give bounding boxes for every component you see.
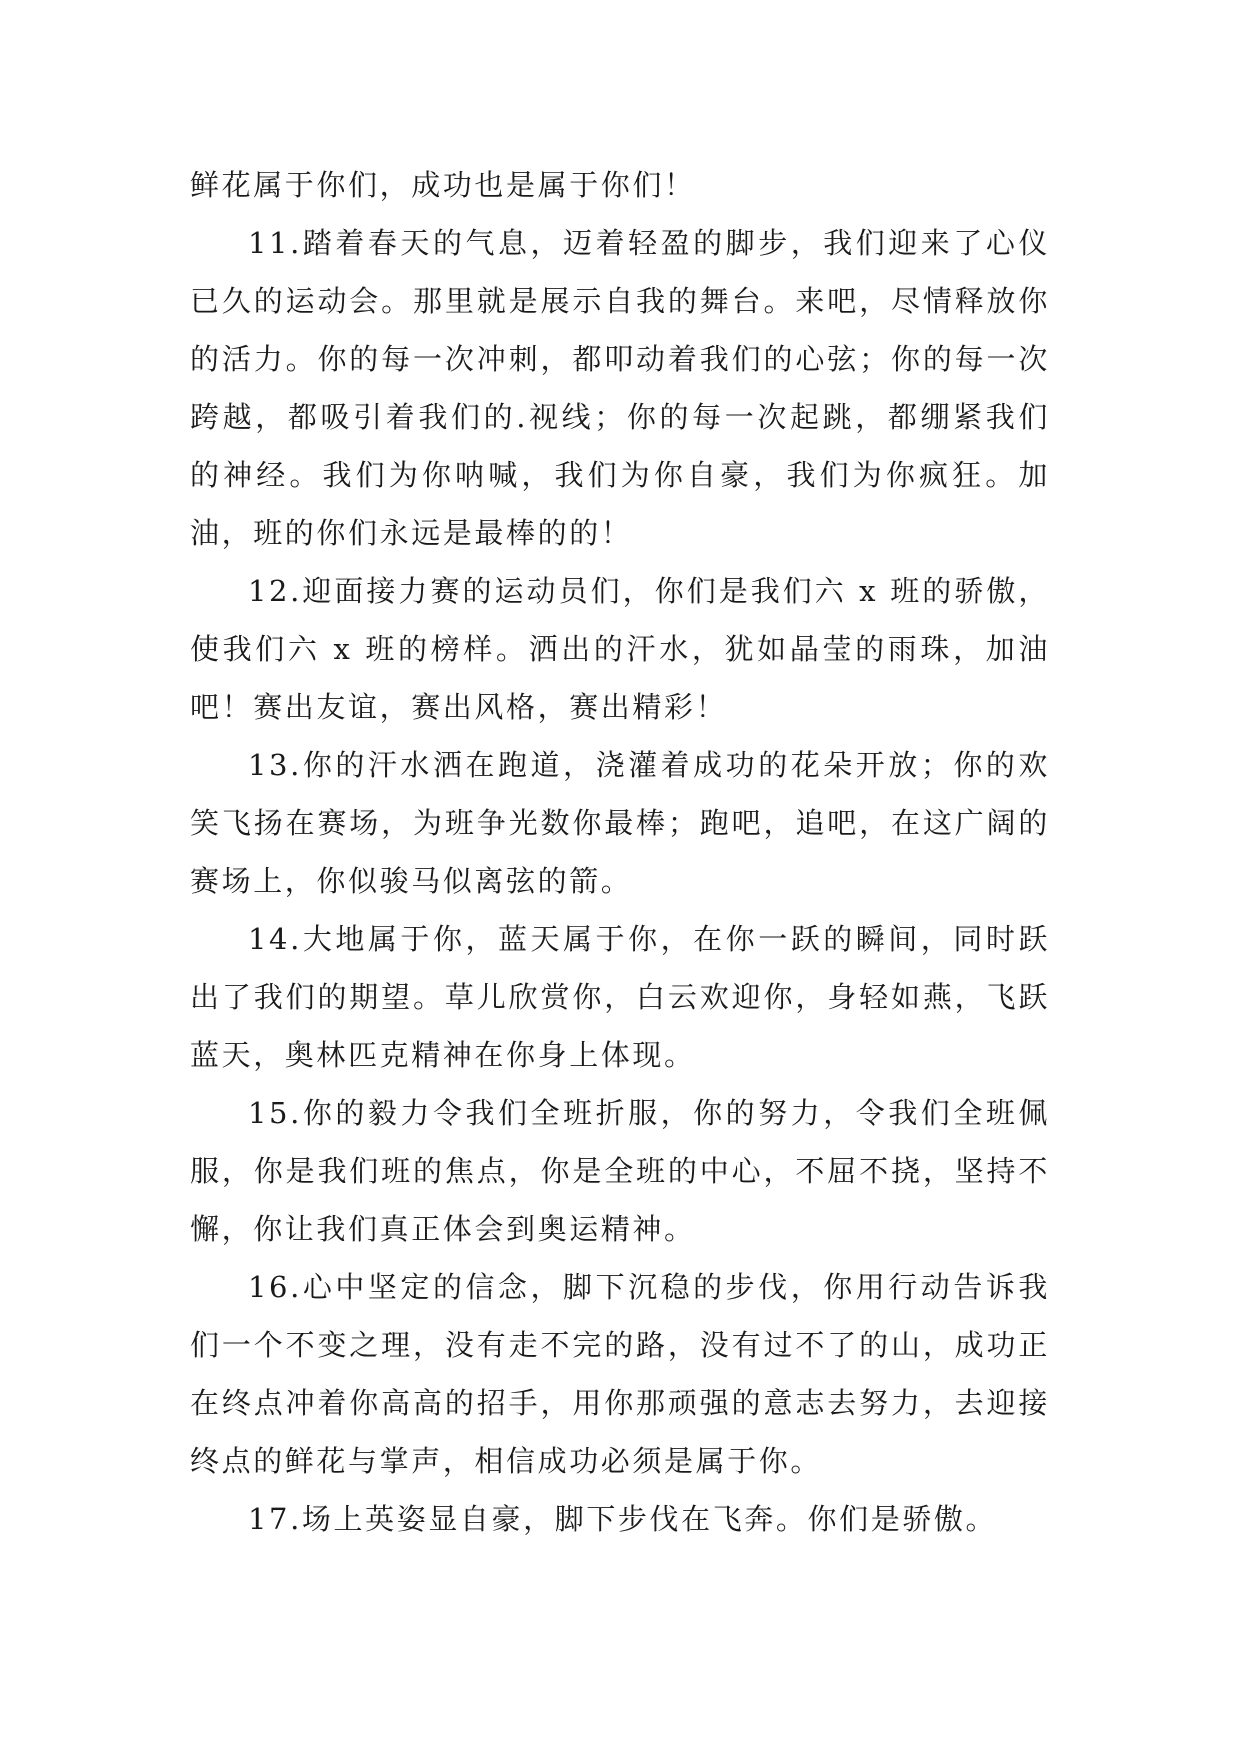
paragraph-item-12: 12.迎面接力赛的运动员们，你们是我们六 x 班的骄傲，使我们六 x 班的榜样。洒出的汗水，犹如晶莹的雨珠，加油吧！赛出友谊，赛出风格，赛出精彩！ <box>190 574 1050 724</box>
paragraph-item-16: 16.心中坚定的信念，脚下沉稳的步伐，你用行动告诉我们一个不变之理，没有走不完的路，没有过不了的山，成功正在终点冲着你高高的招手，用你那顽强的意志去努力，去迎接终点的鲜花与掌声，相信成功必须是属于你。 <box>190 1270 1050 1478</box>
paragraph-item-11: 11.踏着春天的气息，迈着轻盈的脚步，我们迎来了心仪已久的运动会。那里就是展示自我的舞台。来吧，尽情释放你的活力。你的每一次冲刺，都叩动着我们的心弦；你的每一次跨越，都吸引着我们的.视线；你的每一次起跳，都绷紧我们的神经。我们为你呐喊，我们为你自豪，我们为你疯狂。加油，班的你们永远是最棒的的！ <box>190 226 1050 550</box>
paragraph-continuation: 鲜花属于你们，成功也是属于你们！ <box>190 168 696 202</box>
document-body <box>190 156 1050 1548</box>
paragraph-item-13: 13.你的汗水洒在跑道，浇灌着成功的花朵开放；你的欢笑飞扬在赛场，为班争光数你最棒；跑吧，追吧，在这广阔的赛场上，你似骏马似离弦的箭。 <box>190 748 1050 898</box>
paragraph-item-17: 17.场上英姿显自豪，脚下步伐在飞奔。你们是骄傲。 <box>248 1502 998 1536</box>
paragraph-item-15: 15.你的毅力令我们全班折服，你的努力，令我们全班佩服，你是我们班的焦点，你是全班的中心，不屈不挠，坚持不懈，你让我们真正体会到奥运精神。 <box>190 1096 1050 1246</box>
paragraph-item-14: 14.大地属于你，蓝天属于你，在你一跃的瞬间，同时跃出了我们的期望。草儿欣赏你，白云欢迎你，身轻如燕，飞跃蓝天，奥林匹克精神在你身上体现。 <box>190 922 1050 1072</box>
